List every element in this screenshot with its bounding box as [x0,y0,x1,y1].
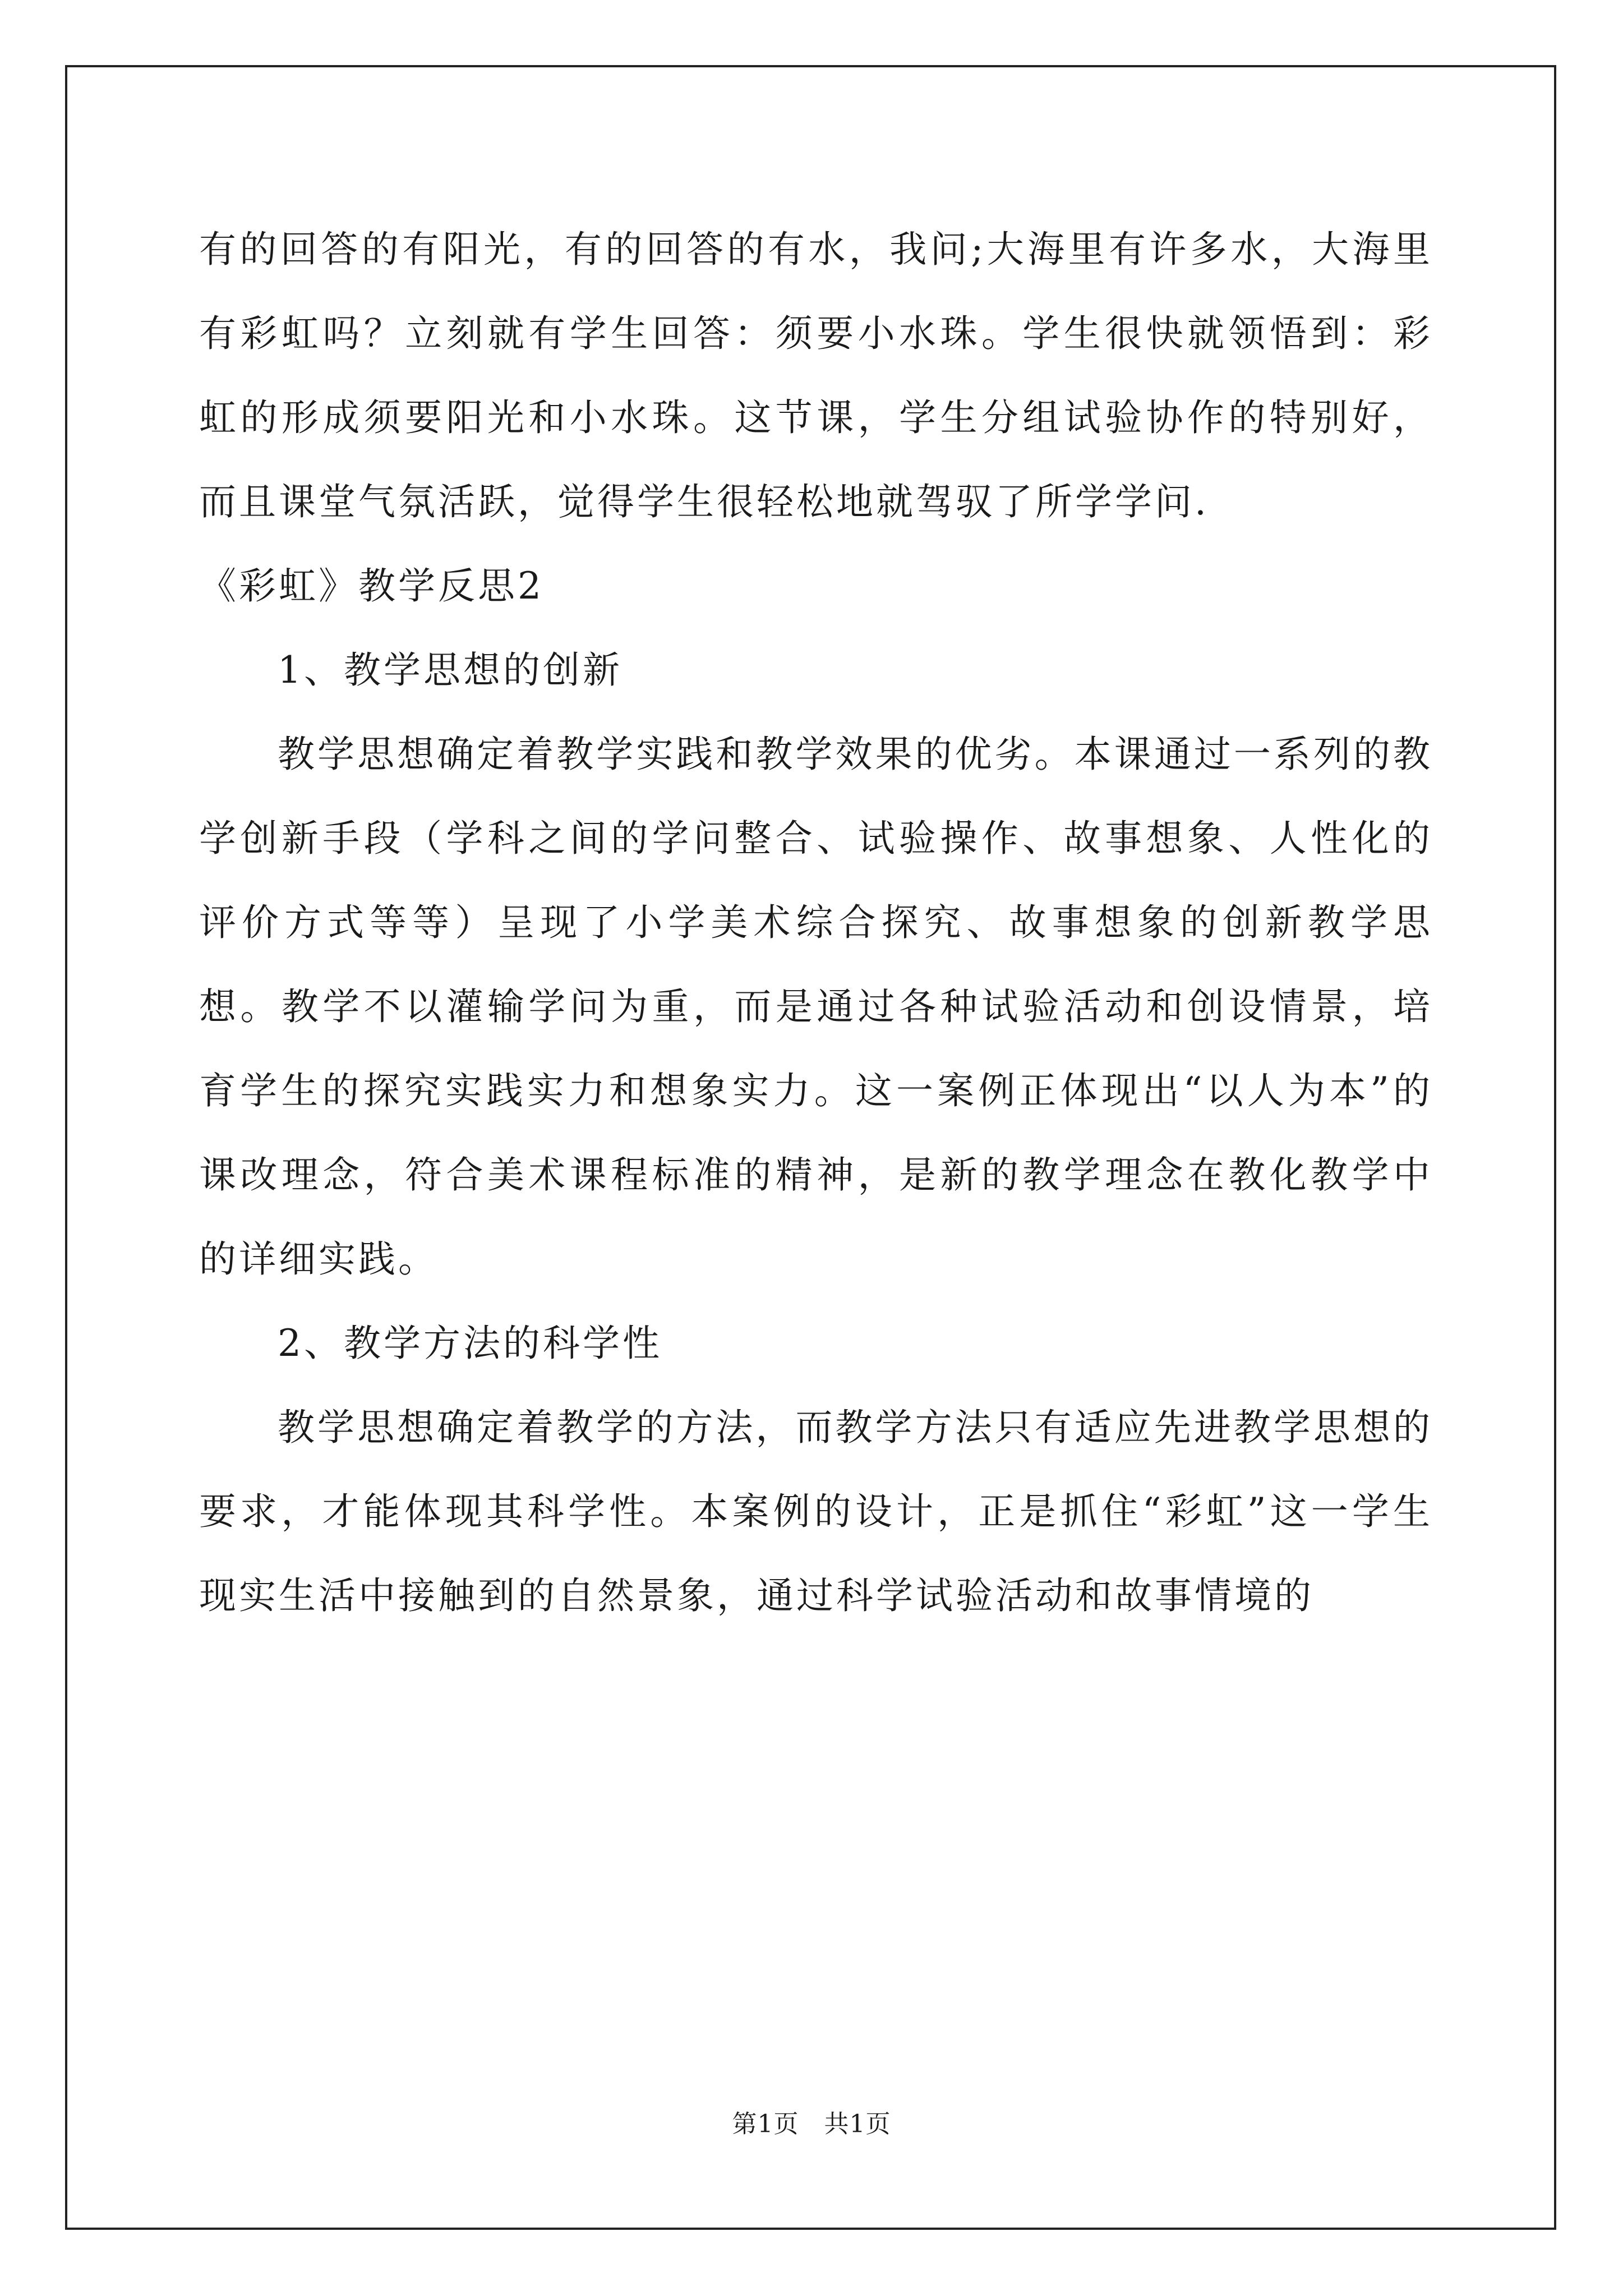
page-number: 第1页 共1页 [732,2110,891,2138]
section-title: 《彩虹》教学反思2 [199,564,544,608]
paragraph-innovation: 教学思想确定着教学实践和教学效果的优劣。本课通过一系列的教学创新手段（学科之间的学问整合、试验操作、故事想象、人性化的评价方式等等）呈现了小学美术综合探究、故事想象的创新教学思想。教学不以灌输学问为重，而是通过各种试验活动和创设情景，培育学生的探究实践实力和想象实力。这一案例正体现出“以人为本”的课改理念，符合美术课程标准的精神，是新的教学理念在教化教学中的详细实践。 [199,733,1433,1281]
paragraph-continuation: 有的回答的有阳光，有的回答的有水，我问;大海里有许多水，大海里有彩虹吗？立刻就有学生回答：须要小水珠。学生很快就领悟到：彩虹的形成须要阳光和小水珠。这节课，学生分组试验协作的特别好，而且课堂气氛活跃，觉得学生很轻松地就驾驭了所学学问. [199,228,1433,523]
subheading-method: 2、教学方法的科学性 [278,1322,662,1365]
subheading-innovation: 1、教学思想的创新 [278,648,623,692]
paragraph-method: 教学思想确定着教学的方法，而教学方法只有适应先进教学思想的要求，才能体现其科学性。本案例的设计，正是抓住“彩虹”这一学生现实生活中接触到的自然景象，通过科学试验活动和故事情境的 [199,1406,1433,1617]
document-body [199,208,1433,1638]
